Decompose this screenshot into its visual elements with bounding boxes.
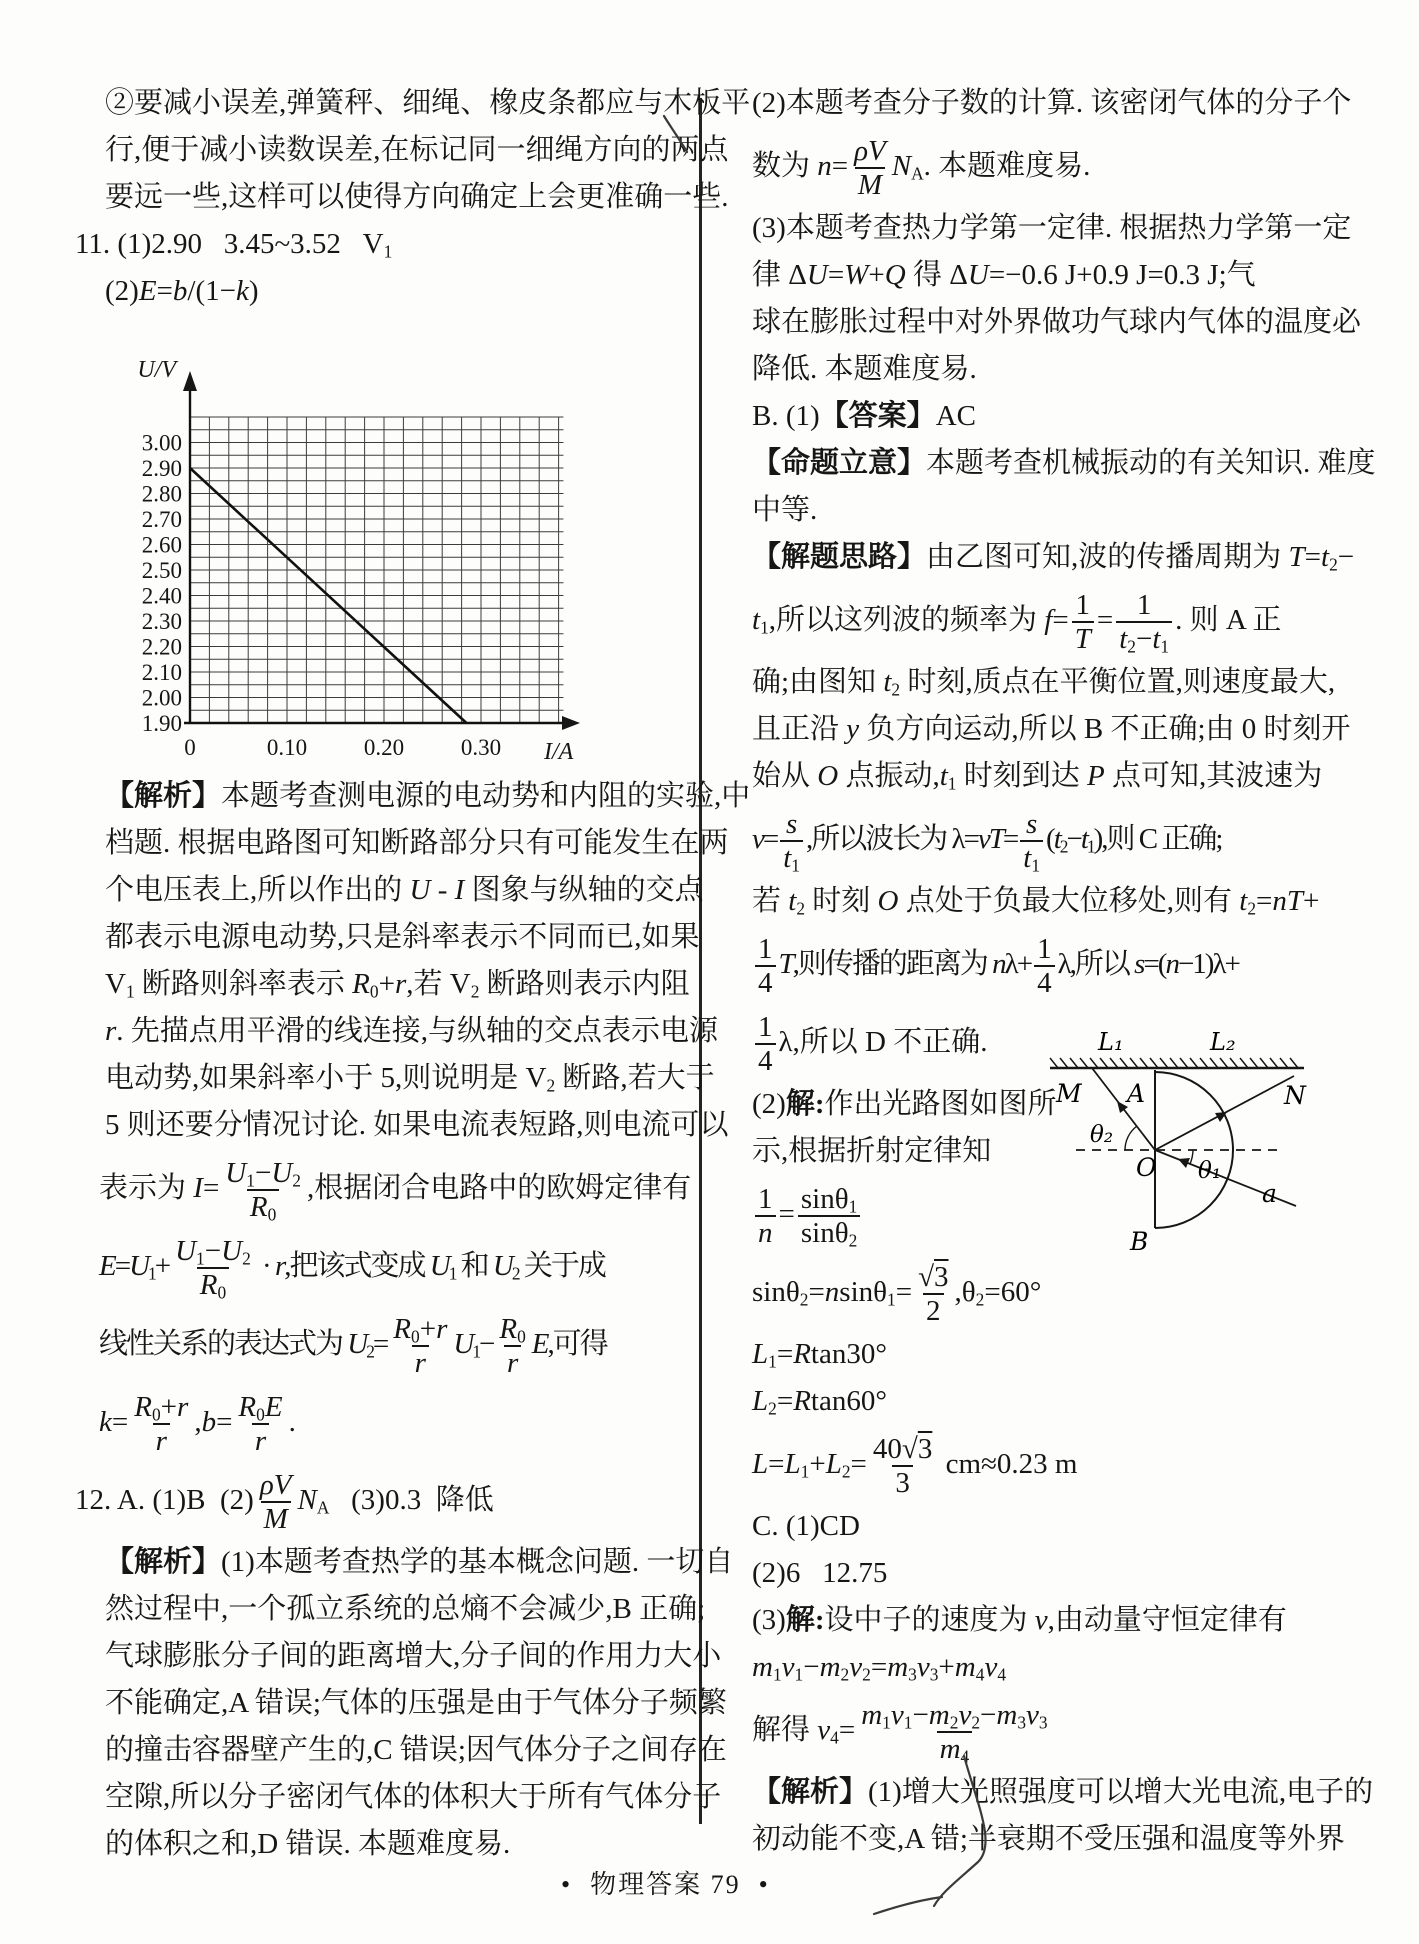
text-line: 电动势,如果斜率小于 5,则说明是 $V_2$ 断路,若大于 <box>105 1062 715 1096</box>
text-line: 初动能不变,A 错;半衰期不受压强和温度等外界 <box>752 1823 1345 1855</box>
chart-tick-label: 2.10 <box>141 660 182 685</box>
text-line: B. (1)【答案】AC <box>752 400 976 432</box>
chart-tick-label: U/V <box>137 357 176 383</box>
text-line: 【解析】本题考查测电源的电动势和内阻的实验,中 <box>105 780 751 812</box>
text-line: (3)本题考查热力学第一定律. 根据热力学第一定 <box>752 212 1352 244</box>
chart-tick-label: 2.70 <box>141 507 182 532</box>
text-line: (2)本题考查分子数的计算. 该密闭气体的分子个 <box>752 87 1352 119</box>
text-line: 降低. 本题难度易. <box>752 353 977 385</box>
label-N: N <box>1284 1081 1306 1110</box>
text-line: 要远一些,这样可以使得方向确定上会更准确一些. <box>105 181 729 213</box>
text-line: $L_2=Rtan60^\circ$ <box>752 1385 887 1419</box>
text-line: 中等. <box>752 494 818 526</box>
text-line: 始从 O 点振动$,t_1$ 时刻到达 P 点可知,其波速为 <box>752 760 1323 794</box>
text-line: 【解析】(1)本题考查热学的基本概念问题. 一切自 <box>105 1546 734 1578</box>
label-a: a <box>1262 1179 1277 1208</box>
text-line: $E=U_1+$ $\frac{U_1-U_2}{R_0}$ · r,把该式变成 $U_1$ 和 $U_2$ 关于成 <box>99 1234 605 1303</box>
text-line: (2)6 12.75 <box>752 1557 888 1589</box>
footer-bullet: • <box>561 1870 573 1899</box>
text-line: 【解析】(1)增大光照强度可以增大光电流,电子的 <box>752 1776 1374 1808</box>
text-line: 球在膨胀过程中对外界做功气球内气体的温度必 <box>752 306 1362 338</box>
text-line: 律 ΔU=W+Q 得 ΔU=−0.6 J+0.9 J=0.3 J;气 <box>752 259 1256 291</box>
text-line: $m_1v_1-m_2v_2=m_3v_3+m_4v_4$ <box>752 1651 1007 1685</box>
text-line: sinθ$_2$=nsinθ$_1$= $\frac{√3}{2}$ $,\theta_2=60^\circ$ <box>752 1260 1042 1328</box>
text-line: 且正沿 y 负方向运动,所以 B 不正确;由 0 时刻开 <box>752 713 1351 745</box>
text-line: 确;由图知 $t_2$ 时刻,质点在平衡位置,则速度最大, <box>752 666 1336 700</box>
chart-tick-label: 2.00 <box>141 685 182 711</box>
text-line: 档题. 根据电路图可知断路部分只有可能发生在两 <box>105 827 729 859</box>
text-line: 的体积之和,D 错误. 本题难度易. <box>105 1828 511 1860</box>
chart-tick-label: 2.60 <box>141 532 182 558</box>
text-line: 表示为 I= $\frac{U_1-U_2}{R_0}$ ,根据闭合电路中的欧姆定律有 <box>99 1156 692 1225</box>
text-line: 的撞击容器壁产生的,C 错误;因气体分子之间存在 <box>105 1734 727 1766</box>
text-line: 5 则还要分情况讨论. 如果电流表短路,则电流可以 <box>105 1109 729 1141</box>
text-line: r. 先描点用平滑的线连接,与纵轴的交点表示电源 <box>105 1015 719 1047</box>
label-A: A <box>1127 1079 1146 1108</box>
chart-tick-label: I/A <box>544 739 574 765</box>
answer-column-right <box>752 80 1376 1863</box>
text-line: 【解题思路】由乙图可知,波的传播周期为 $T=t_2-$ <box>752 541 1355 575</box>
chart-tick-label: 2.50 <box>141 558 182 583</box>
chart-tick-label: 0 <box>184 735 196 760</box>
text-line: 线性关系的表达式为 $U_2=$ $\frac{R_0+r}{r}$ $U_1-$ $\frac{R_0}{r}$ E,可得 <box>99 1312 607 1380</box>
text-line: 都表示电源电动势,只是斜率表示不同而已,如果 <box>105 921 700 953</box>
footer-bullet: • <box>758 1870 770 1899</box>
text-line: C. (1)CD <box>752 1510 860 1542</box>
label-L1: L₁ <box>1098 1028 1124 1056</box>
ceiling-hatching <box>1050 1058 1298 1068</box>
text-line: 11. (1)2.90 3.45~3.52 $V_1$ <box>75 228 393 262</box>
text-line: (2)E=b/(1−k) <box>105 275 259 307</box>
chart-tick-label: 1.90 <box>141 711 182 736</box>
axis-arrowhead <box>562 716 580 730</box>
u-i-chart <box>80 315 580 773</box>
optics-diagram <box>1042 1020 1412 1270</box>
chart-tick-label: 2.80 <box>141 481 182 507</box>
label-M: M <box>1056 1079 1082 1108</box>
text-line: 个电压表上,所以作出的 U - I 图象与纵轴的交点 <box>105 874 704 906</box>
text-line: 12. A. (1)B (2) $\frac{\rho V}{M}$ $N_A$ (3)0.3 降低 <box>75 1468 494 1536</box>
pen-mark <box>874 1897 942 1914</box>
text-line: 数为 n= $\frac{\rho V}{M}$ $N_A$. 本题难度易. <box>752 134 1091 202</box>
text-line: ②要减小误差,弹簧秤、细绳、橡皮条都应与木板平 <box>105 87 751 119</box>
ui-graph <box>75 315 701 773</box>
text-line: $\frac{1}{4}$ T,则传播的距离为 nλ+ $\frac{1}{4}$ λ,所以 s=(n−1)λ+ <box>752 925 1376 1003</box>
chart-tick-label: 0.30 <box>460 735 502 760</box>
text-line: $\frac{1}{n}$ = $\frac{\sin\theta_1}{\sin\theta_2}$ <box>752 1175 1376 1253</box>
text-line: (3)解:设中子的速度为 v,由动量守恒定律有 <box>752 1604 1287 1636</box>
label-L2: L₂ <box>1210 1028 1236 1056</box>
footer-page-label: 物理答案 79 <box>590 1870 741 1899</box>
text-line: 空隙,所以分子密闭气体的体积大于所有气体分子 <box>105 1781 722 1813</box>
text-line: $t_1$,所以这列波的频率为 f= $\frac{1}{T}$ = $\frac{1}{t_2-t_1}$ . 则 A 正 <box>752 588 1282 657</box>
chart-tick-label: 0.10 <box>266 735 308 760</box>
text-line: 【命题立意】本题考查机械振动的有关知识. 难度 <box>752 447 1376 479</box>
text-line: 然过程中,一个孤立系统的总熵不会减少,B 正确; <box>105 1593 706 1625</box>
text-line: v= $\frac{s}{t_1}$ ,所以波长为 λ=vT= $\frac{s}{t_1}$ $(t_2-t_1)$,则 C 正确; <box>752 807 1222 876</box>
text-line: $L_1=Rtan30^\circ$ <box>752 1338 887 1372</box>
chart-tick-label: 3.00 <box>141 430 182 456</box>
text-line: 示,根据折射定律知 <box>752 1135 992 1167</box>
text-line: $L=L_1+L_2=$ $\frac{40√3}{3}$ cm≈0.23 m <box>752 1432 1078 1500</box>
label-theta2: θ₂ <box>1090 1122 1114 1148</box>
label-O: O <box>1136 1153 1157 1182</box>
text-line: (2)解:作出光路图如图所 <box>752 1088 1057 1120</box>
text-line: $V_1$ 断路则斜率表示 $R_0+r$,若 $V_2$ 断路则表示内阻 <box>105 968 690 1002</box>
chart-tick-label: 0.20 <box>363 735 405 760</box>
page-footer <box>552 1864 779 1901</box>
answer-column-left <box>75 80 751 1868</box>
theta1-arc <box>1190 1150 1193 1164</box>
text-line: $\frac{1}{4}$ λ,所以 D 不正确. <box>752 1003 1376 1081</box>
text-line: 气球膨胀分子间的距离增大,分子间的作用力大小 <box>105 1640 722 1672</box>
text-line: 若 $t_2$ 时刻 O 点处于负最大位移处,则有 $t_2=nT+$ <box>752 885 1320 919</box>
chart-tick-label: 2.30 <box>141 609 182 634</box>
chart-tick-label: 2.40 <box>141 583 182 609</box>
label-B: B <box>1130 1227 1149 1256</box>
theta2-arc <box>1125 1126 1137 1150</box>
label-theta1: θ₁ <box>1198 1158 1222 1184</box>
text-line: 解得 $v_4=$ $\frac{m_1v_1-m_2v_2-m_3v_3}{m_4}$ <box>752 1698 1048 1767</box>
chart-tick-label: 2.20 <box>141 634 182 660</box>
axis-arrowhead <box>183 371 197 391</box>
text-line: k= $\frac{R_0+r}{r}$ ,b= $\frac{R_0E}{r}$ . <box>99 1390 296 1458</box>
text-line: 行,便于减小读数误差,在标记同一细绳方向的两点 <box>105 134 729 166</box>
text-line: 不能确定,A 错误;气体的压强是由于气体分子频繁 <box>105 1687 727 1719</box>
chart-tick-label: 2.90 <box>141 456 182 481</box>
